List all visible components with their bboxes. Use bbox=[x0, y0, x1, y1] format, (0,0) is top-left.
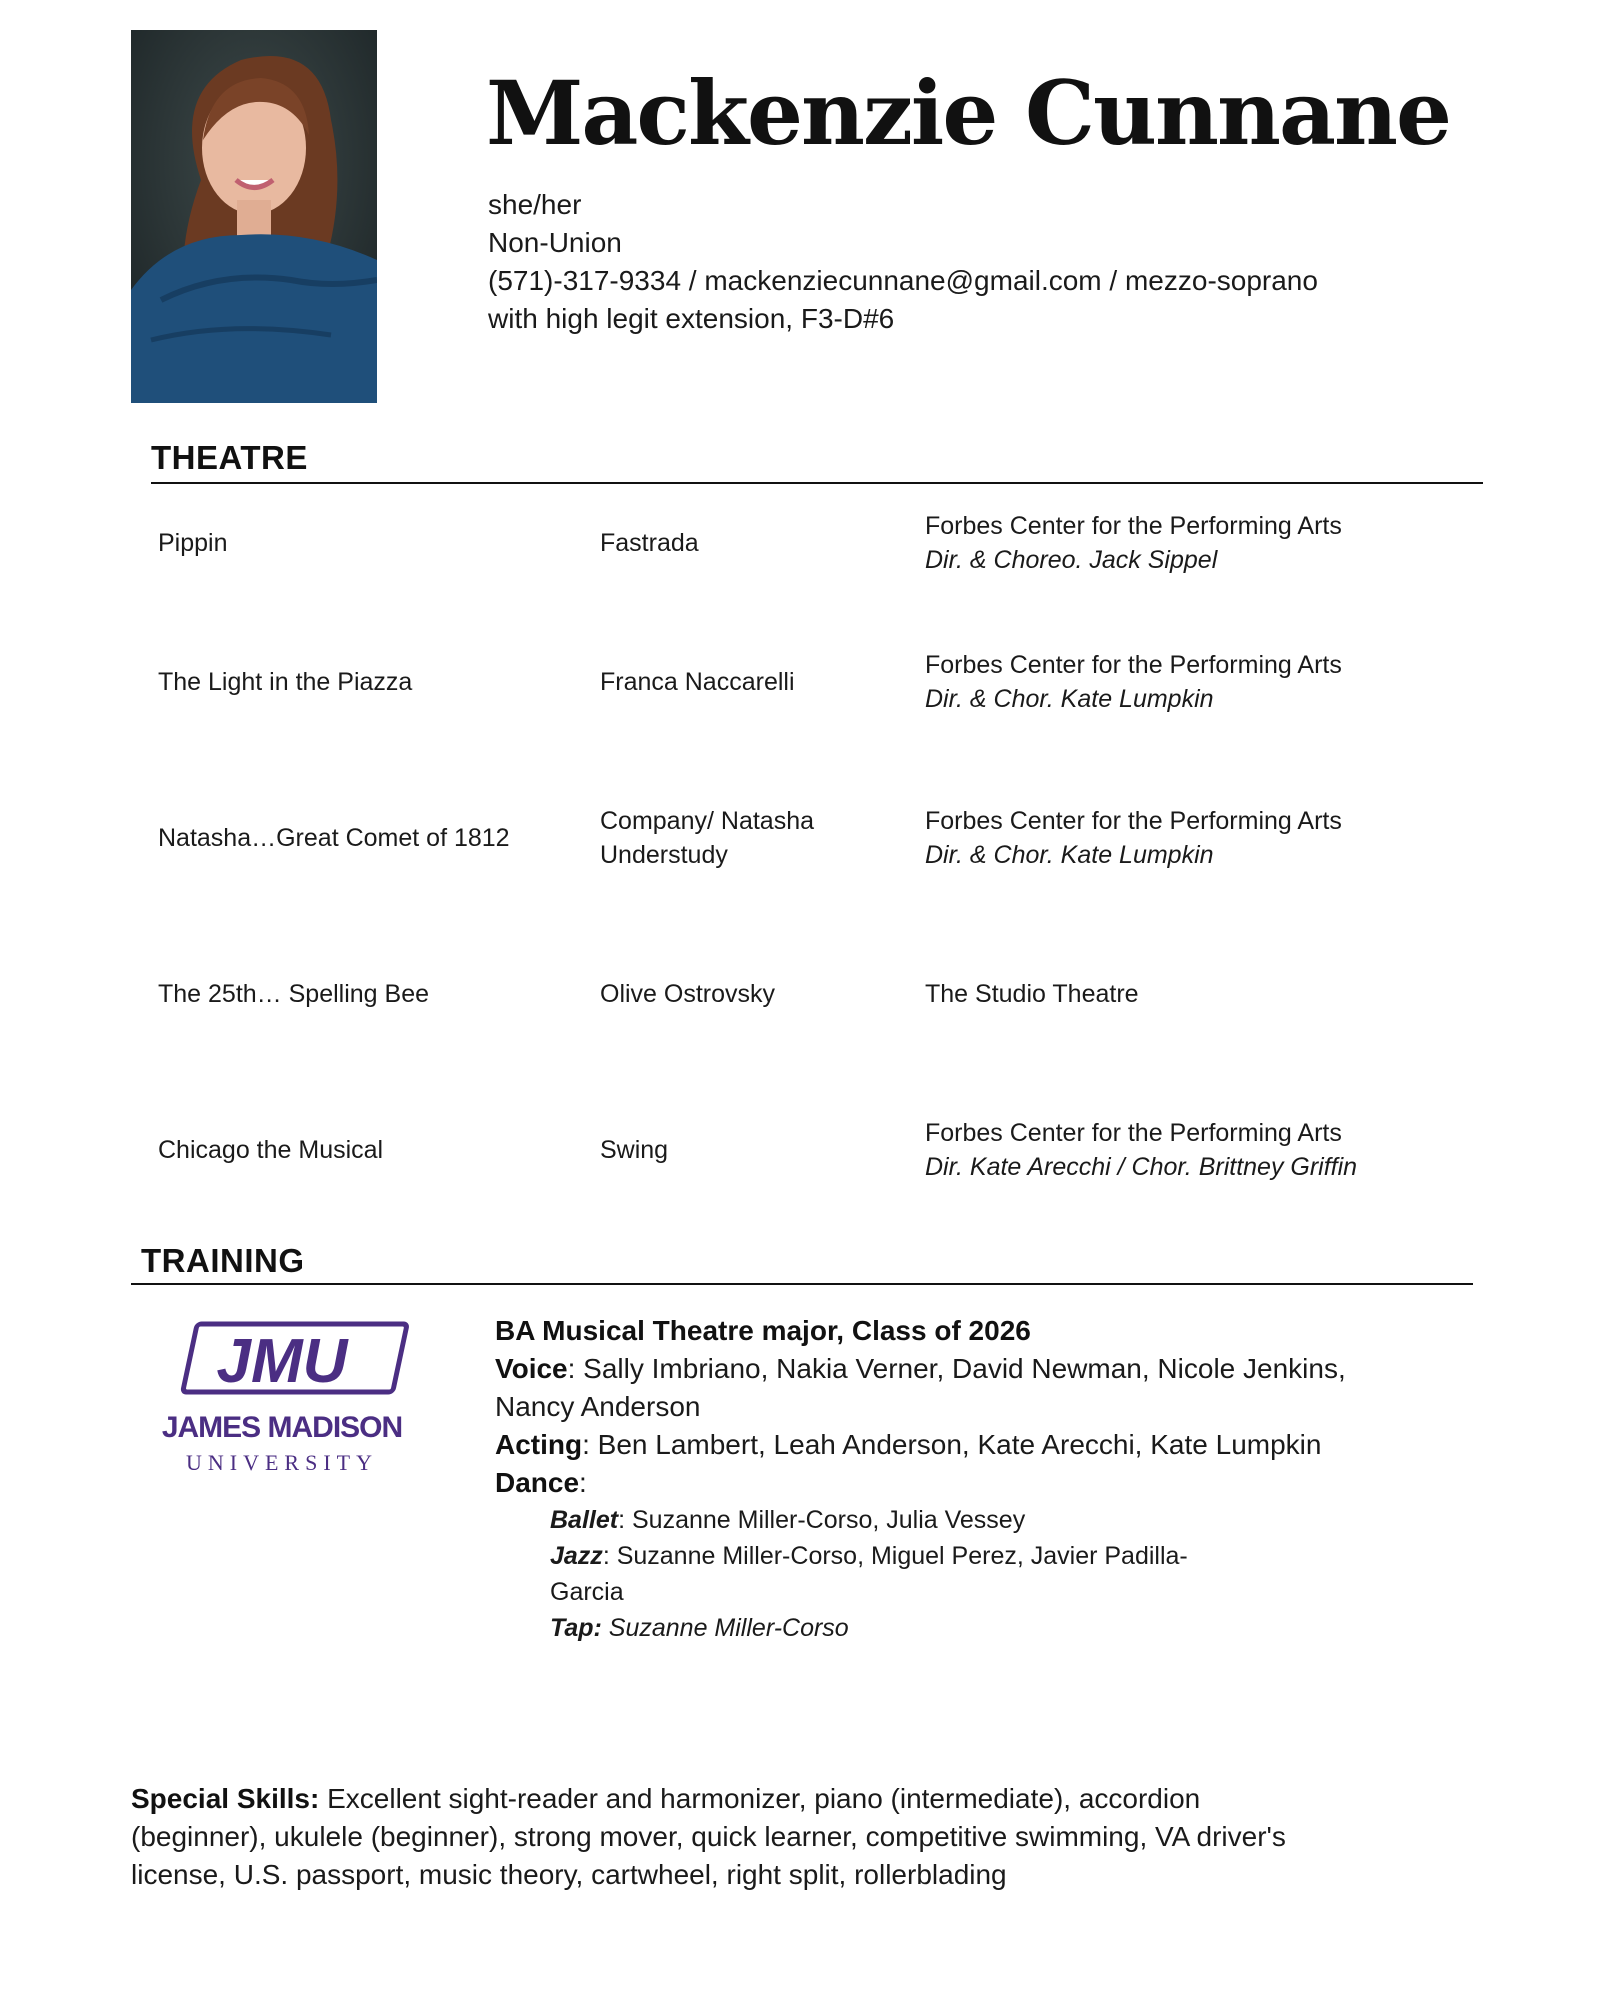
skills-text-continued: license, U.S. passport, music theory, cartwheel, right split, rollerblading bbox=[131, 1859, 1007, 1890]
theatre-section-title: THEATRE bbox=[151, 439, 308, 476]
skills-text: Excellent sight-reader and harmonizer, piano (intermediate), accordion bbox=[319, 1783, 1201, 1814]
role: Olive Ostrovsky bbox=[600, 979, 776, 1008]
training-section-title: TRAINING bbox=[141, 1242, 305, 1279]
credit: Dir. & Chor. Kate Lumpkin bbox=[925, 684, 1214, 713]
voice-type-line: with high legit extension, F3-D#6 bbox=[488, 303, 895, 334]
dance-label: Dance bbox=[495, 1467, 580, 1498]
jazz-teachers-continued: Garcia bbox=[550, 1578, 624, 1606]
show-title: Chicago the Musical bbox=[158, 1135, 384, 1164]
venue-block bbox=[925, 1112, 1485, 1187]
skills-text-continued: (beginner), ukulele (beginner), strong mover, quick learner, competitive swimming, VA driver's bbox=[131, 1821, 1286, 1852]
special-skills bbox=[131, 1780, 1471, 1894]
jazz-teachers: : Suzanne Miller-Corso, Miguel Perez, Javier Padilla- bbox=[602, 1542, 1188, 1570]
contact-block bbox=[488, 186, 1438, 338]
training-details bbox=[495, 1312, 1475, 1646]
acting-label: Acting bbox=[495, 1429, 583, 1460]
role: Franca Naccarelli bbox=[600, 667, 795, 696]
show-title: The Light in the Piazza bbox=[158, 667, 413, 696]
dance-colon: : bbox=[579, 1467, 587, 1498]
venue-block bbox=[925, 800, 1485, 875]
venue: The Studio Theatre bbox=[925, 979, 1139, 1008]
jazz-label: Jazz bbox=[550, 1542, 603, 1570]
role-block bbox=[600, 800, 900, 875]
role-continued: Understudy bbox=[600, 840, 728, 869]
jmu-logo bbox=[136, 1320, 428, 1480]
show-title: Pippin bbox=[158, 528, 228, 557]
show-title: The 25th… Spelling Bee bbox=[158, 979, 430, 1008]
credit: Dir. Kate Arecchi / Chor. Brittney Griffin bbox=[925, 1152, 1358, 1181]
role: Fastrada bbox=[600, 528, 699, 557]
skills-label: Special Skills: bbox=[131, 1783, 320, 1814]
venue-block bbox=[925, 644, 1485, 719]
theatre-divider bbox=[151, 482, 1483, 484]
ballet-teachers: : Suzanne Miller-Corso, Julia Vessey bbox=[618, 1506, 1026, 1534]
credit: Dir. & Chor. Kate Lumpkin bbox=[925, 840, 1214, 869]
tap-label: Tap: bbox=[550, 1614, 602, 1642]
credit: Dir. & Choreo. Jack Sippel bbox=[925, 545, 1218, 574]
venue: Forbes Center for the Performing Arts bbox=[925, 511, 1342, 540]
role: Company/ Natasha bbox=[600, 806, 815, 835]
venue-block bbox=[925, 505, 1485, 580]
voice-teachers-continued: Nancy Anderson bbox=[495, 1391, 701, 1422]
venue: Forbes Center for the Performing Arts bbox=[925, 806, 1342, 835]
headshot-photo bbox=[131, 30, 377, 403]
name-heading: Mackenzie Cunnane bbox=[486, 61, 1450, 165]
jmu-mark: JMU bbox=[216, 1327, 348, 1396]
venue: Forbes Center for the Performing Arts bbox=[925, 1118, 1342, 1147]
ballet-label: Ballet bbox=[550, 1506, 619, 1534]
jmu-subwordmark: UNIVERSITY bbox=[186, 1450, 378, 1475]
union-status: Non-Union bbox=[488, 227, 622, 258]
venue: Forbes Center for the Performing Arts bbox=[925, 650, 1342, 679]
role: Swing bbox=[600, 1135, 669, 1164]
voice-label: Voice bbox=[495, 1353, 568, 1384]
contact-line: (571)-317-9334 / mackenziecunnane@gmail.com / mezzo-soprano bbox=[488, 265, 1318, 296]
voice-teachers: : Sally Imbriano, Nakia Verner, David Newman, Nicole Jenkins, bbox=[567, 1353, 1346, 1384]
training-divider bbox=[131, 1283, 1473, 1285]
jmu-wordmark: JAMES MADISON bbox=[161, 1411, 403, 1444]
pronouns: she/her bbox=[488, 189, 582, 220]
tap-teachers: Suzanne Miller-Corso bbox=[601, 1614, 849, 1642]
degree: BA Musical Theatre major, Class of 2026 bbox=[495, 1315, 1031, 1346]
show-title: Natasha…Great Comet of 1812 bbox=[158, 823, 510, 852]
acting-teachers: : Ben Lambert, Leah Anderson, Kate Arecchi, Kate Lumpkin bbox=[582, 1429, 1322, 1460]
